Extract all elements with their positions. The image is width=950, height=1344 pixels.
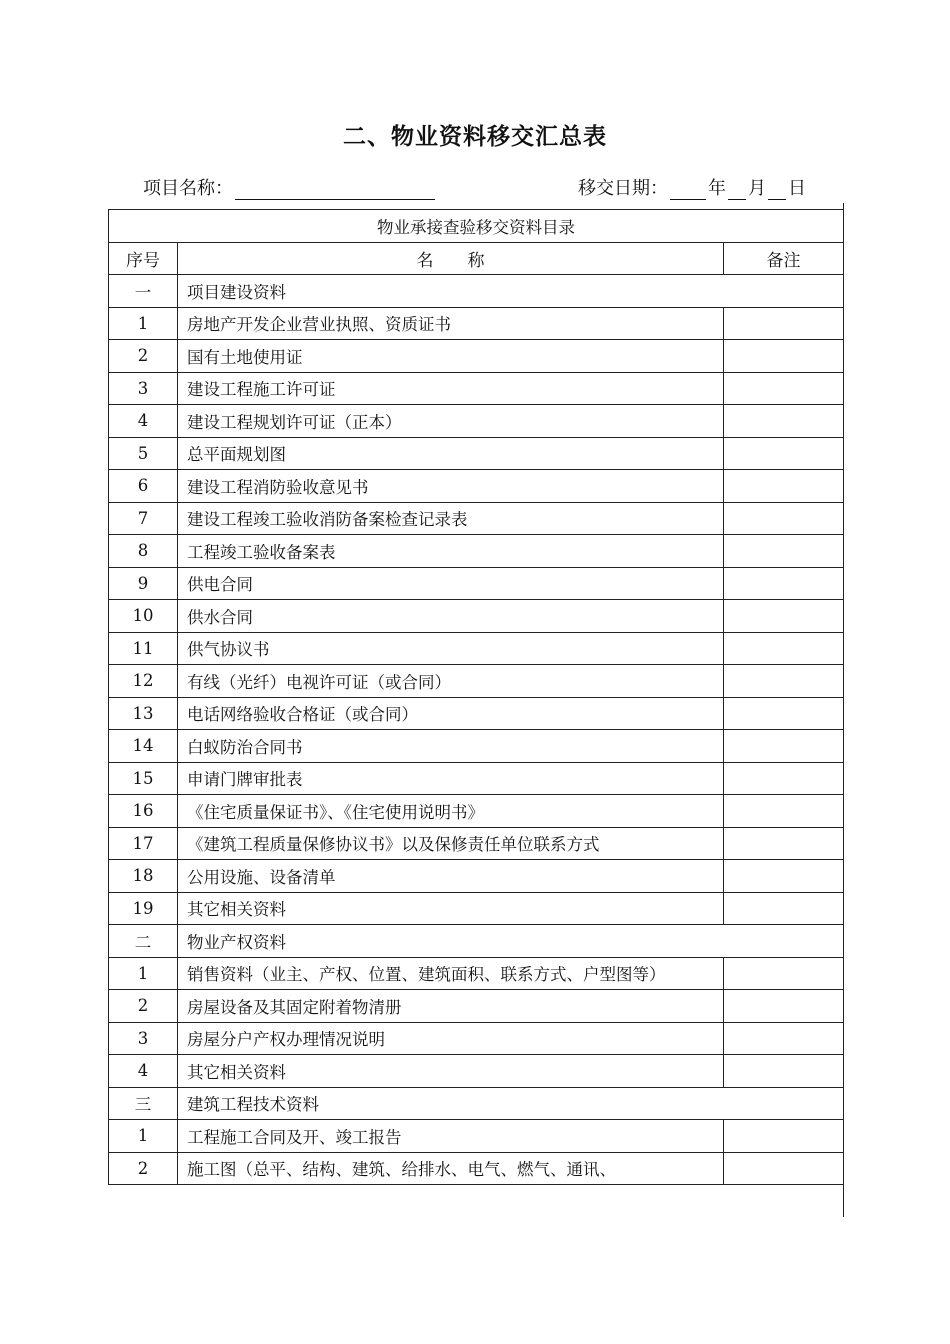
row-note-cell[interactable] xyxy=(724,892,844,925)
row-note-cell[interactable] xyxy=(724,665,844,698)
table-row xyxy=(109,567,844,600)
row-note-cell[interactable] xyxy=(724,470,844,503)
row-note-cell[interactable] xyxy=(724,632,844,665)
handover-date-label: 移交日期： xyxy=(578,178,668,199)
row-number: 8 xyxy=(109,535,178,568)
row-note-cell[interactable] xyxy=(724,535,844,568)
row-number: 5 xyxy=(109,437,178,470)
table-row xyxy=(109,1152,844,1185)
row-note-cell[interactable] xyxy=(724,1152,844,1185)
table-row xyxy=(109,957,844,990)
row-number: 1 xyxy=(109,957,178,990)
table-row xyxy=(109,307,844,340)
row-number: 17 xyxy=(109,827,178,860)
row-note-cell[interactable] xyxy=(724,1120,844,1153)
row-name: 工程竣工验收备案表 xyxy=(178,535,724,568)
table-row xyxy=(109,697,844,730)
table-row xyxy=(109,470,844,503)
table-caption-row xyxy=(109,210,844,243)
row-note-cell[interactable] xyxy=(724,957,844,990)
row-note-cell[interactable] xyxy=(724,437,844,470)
row-note-cell[interactable] xyxy=(724,502,844,535)
row-number: 三 xyxy=(109,1087,178,1120)
date-month-blank[interactable] xyxy=(728,177,746,200)
table-header-row xyxy=(109,242,844,275)
date-year-blank[interactable] xyxy=(670,177,706,200)
row-note-cell[interactable] xyxy=(724,600,844,633)
row-name: 总平面规划图 xyxy=(178,437,724,470)
row-name: 电话网络验收合格证（或合同） xyxy=(178,697,724,730)
row-note-cell[interactable] xyxy=(724,795,844,828)
project-name-field xyxy=(143,174,435,200)
row-note-cell[interactable] xyxy=(724,405,844,438)
row-number: 1 xyxy=(109,307,178,340)
table-row xyxy=(109,437,844,470)
row-number: 19 xyxy=(109,892,178,925)
row-name: 白蚁防治合同书 xyxy=(178,730,724,763)
table-row xyxy=(109,1055,844,1088)
table-row xyxy=(109,1022,844,1055)
row-name: 销售资料（业主、产权、位置、建筑面积、联系方式、户型图等） xyxy=(178,957,724,990)
table-row xyxy=(109,762,844,795)
row-name: 建设工程规划许可证（正本） xyxy=(178,405,724,438)
table-row xyxy=(109,632,844,665)
table-row xyxy=(109,990,844,1023)
row-name: 房地产开发企业营业执照、资质证书 xyxy=(178,307,724,340)
row-number: 2 xyxy=(109,990,178,1023)
row-name: 申请门牌审批表 xyxy=(178,762,724,795)
row-number: 13 xyxy=(109,697,178,730)
row-note-cell[interactable] xyxy=(724,1055,844,1088)
table-section-row xyxy=(109,1087,844,1120)
header-note: 备注 xyxy=(724,242,844,275)
row-number: 2 xyxy=(109,1152,178,1185)
row-number: 15 xyxy=(109,762,178,795)
row-name: 工程施工合同及开、竣工报告 xyxy=(178,1120,724,1153)
row-note-cell[interactable] xyxy=(724,307,844,340)
row-number: 1 xyxy=(109,1120,178,1153)
date-day-unit: 日 xyxy=(788,178,806,199)
row-number: 7 xyxy=(109,502,178,535)
table-row xyxy=(109,502,844,535)
row-number: 4 xyxy=(109,1055,178,1088)
date-month-unit: 月 xyxy=(748,178,766,199)
table-section-row xyxy=(109,275,844,308)
row-number: 3 xyxy=(109,1022,178,1055)
row-note-cell[interactable] xyxy=(724,827,844,860)
table-row xyxy=(109,860,844,893)
row-name: 供水合同 xyxy=(178,600,724,633)
row-number: 18 xyxy=(109,860,178,893)
row-name: 施工图（总平、结构、建筑、给排水、电气、燃气、通讯、 xyxy=(178,1152,724,1185)
row-name: 建设工程消防验收意见书 xyxy=(178,470,724,503)
row-name: 建设工程竣工验收消防备案检查记录表 xyxy=(178,502,724,535)
row-name: 房屋分户产权办理情况说明 xyxy=(178,1022,724,1055)
header-no: 序号 xyxy=(109,242,178,275)
row-name: 其它相关资料 xyxy=(178,1055,724,1088)
row-note-cell[interactable] xyxy=(724,697,844,730)
page-title: 二、物业资料移交汇总表 xyxy=(343,124,607,150)
handover-summary-table xyxy=(108,209,844,1185)
row-note-cell[interactable] xyxy=(724,340,844,373)
table-section-row xyxy=(109,925,844,958)
row-number: 2 xyxy=(109,340,178,373)
row-number: 二 xyxy=(109,925,178,958)
row-name: 公用设施、设备清单 xyxy=(178,860,724,893)
row-note-cell[interactable] xyxy=(724,567,844,600)
section-title: 物业产权资料 xyxy=(178,925,844,958)
table-row xyxy=(109,1120,844,1153)
row-note-cell[interactable] xyxy=(724,372,844,405)
row-note-cell[interactable] xyxy=(724,730,844,763)
section-title: 建筑工程技术资料 xyxy=(178,1087,844,1120)
table-row xyxy=(109,405,844,438)
row-number: 6 xyxy=(109,470,178,503)
row-name: 供电合同 xyxy=(178,567,724,600)
row-number: 4 xyxy=(109,405,178,438)
row-note-cell[interactable] xyxy=(724,762,844,795)
table-row xyxy=(109,340,844,373)
date-year-unit: 年 xyxy=(708,178,726,199)
row-name: 《建筑工程质量保修协议书》以及保修责任单位联系方式 xyxy=(178,827,724,860)
row-number: 10 xyxy=(109,600,178,633)
row-name: 供气协议书 xyxy=(178,632,724,665)
table-row xyxy=(109,827,844,860)
row-name: 国有土地使用证 xyxy=(178,340,724,373)
table-row xyxy=(109,892,844,925)
row-number: 14 xyxy=(109,730,178,763)
row-number: 3 xyxy=(109,372,178,405)
row-number: 11 xyxy=(109,632,178,665)
date-day-blank[interactable] xyxy=(768,177,786,200)
table-row xyxy=(109,372,844,405)
row-name: 房屋设备及其固定附着物清册 xyxy=(178,990,724,1023)
row-note-cell[interactable] xyxy=(724,990,844,1023)
table-row xyxy=(109,665,844,698)
project-name-label: 项目名称： xyxy=(143,178,233,199)
section-title: 项目建设资料 xyxy=(178,275,844,308)
table-row xyxy=(109,600,844,633)
row-name: 建设工程施工许可证 xyxy=(178,372,724,405)
row-note-cell[interactable] xyxy=(724,860,844,893)
row-note-cell[interactable] xyxy=(724,1022,844,1055)
project-name-blank[interactable] xyxy=(235,177,435,200)
header-name: 名 称 xyxy=(178,242,724,275)
row-number: 16 xyxy=(109,795,178,828)
table-row xyxy=(109,730,844,763)
table-row xyxy=(109,535,844,568)
row-name: 《住宅质量保证书》、《住宅使用说明书》 xyxy=(178,795,724,828)
row-name: 有线（光纤）电视许可证（或合同） xyxy=(178,665,724,698)
row-number: 9 xyxy=(109,567,178,600)
row-number: 12 xyxy=(109,665,178,698)
row-name: 其它相关资料 xyxy=(178,892,724,925)
handover-date-field xyxy=(578,174,808,200)
table-row xyxy=(109,795,844,828)
row-number: 一 xyxy=(109,275,178,308)
table-caption: 物业承接查验移交资料目录 xyxy=(109,210,844,243)
